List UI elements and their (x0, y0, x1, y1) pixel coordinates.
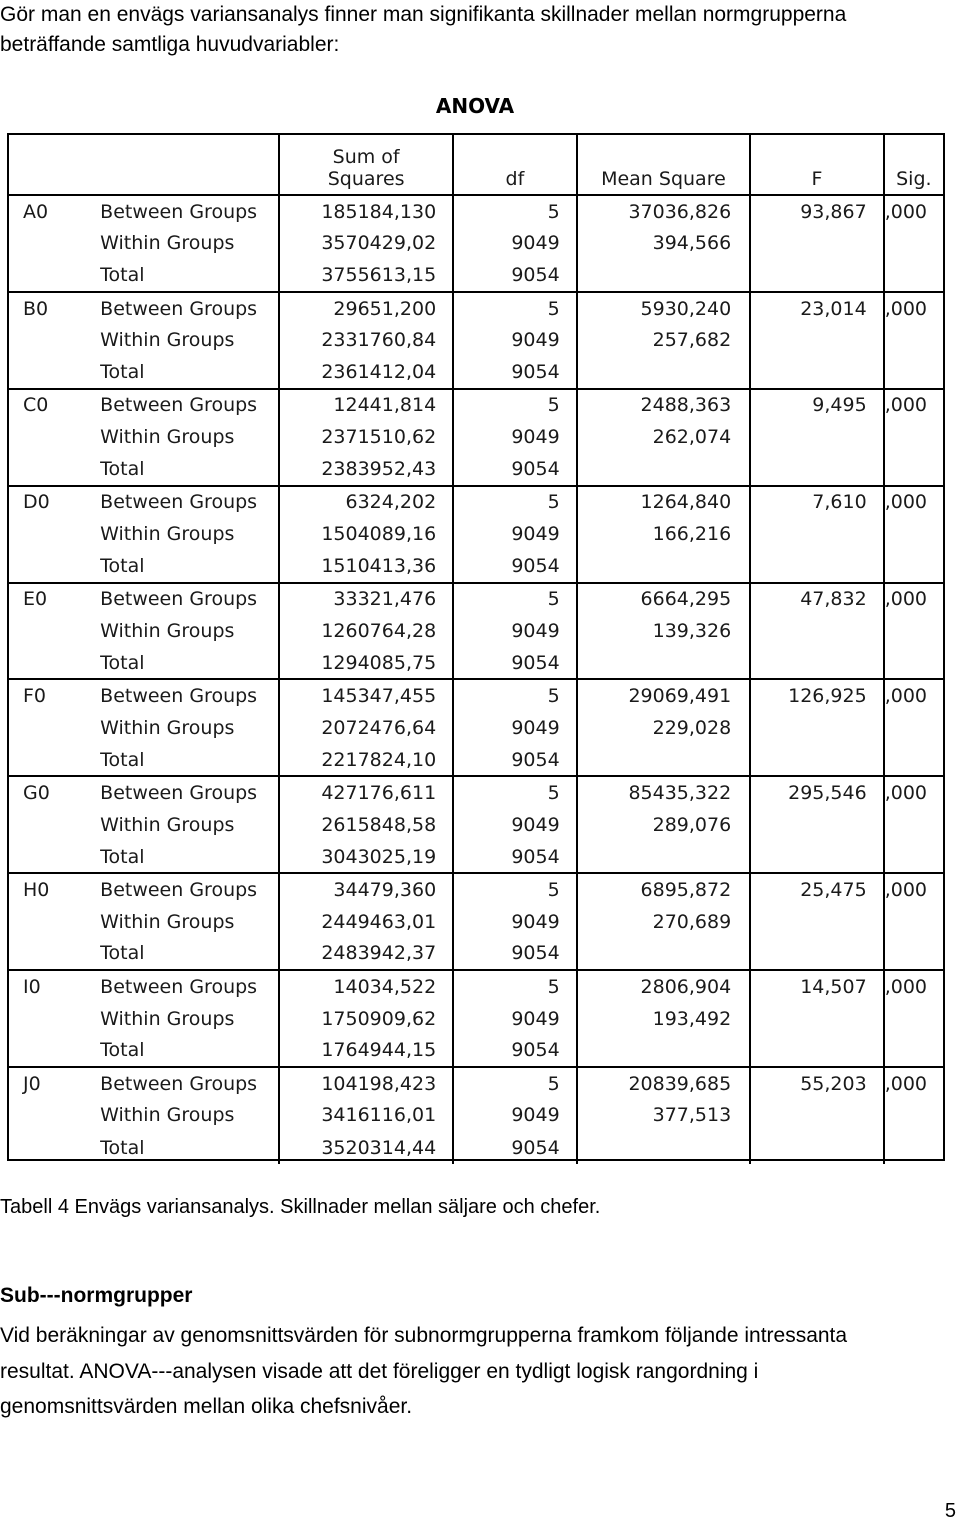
sum-of-squares-cell: 12441,814 (279, 389, 453, 421)
sig-cell (884, 356, 943, 388)
table-row (9, 324, 943, 356)
source-cell: Total (100, 651, 145, 674)
source-cell: Within Groups (100, 426, 235, 449)
variable-cell (9, 227, 100, 259)
table-row (9, 518, 943, 550)
table-row (9, 906, 943, 938)
mean-square-cell: 2806,904 (577, 970, 751, 1002)
f-cell (750, 841, 884, 873)
table-row (9, 1002, 943, 1034)
table-row (9, 227, 943, 259)
sum-of-squares-cell: 2371510,62 (279, 421, 453, 453)
variable-cell: D0 (9, 486, 100, 518)
header-source (100, 135, 279, 195)
sum-of-squares-cell: 14034,522 (279, 970, 453, 1002)
sig-cell: ,000 (884, 679, 943, 711)
mean-square-cell: 5930,240 (577, 292, 751, 324)
mean-square-cell (577, 841, 751, 873)
mean-square-cell (577, 938, 751, 970)
df-cell: 9054 (453, 356, 577, 388)
source-cell: Between Groups (100, 583, 279, 615)
table-row (9, 356, 943, 388)
mean-square-cell: 289,076 (577, 809, 751, 841)
sig-cell (884, 647, 943, 679)
df-cell: 5 (453, 583, 577, 615)
table-row (9, 615, 943, 647)
sum-of-squares-cell: 145347,455 (279, 679, 453, 711)
variable-cell: C0 (9, 389, 100, 421)
variable-cell (9, 260, 100, 292)
df-cell: 9054 (453, 938, 577, 970)
mean-square-cell: 166,216 (577, 518, 751, 550)
source-cell: Total (100, 845, 145, 868)
header-f: F (750, 135, 884, 195)
table-row (9, 195, 943, 227)
header-sum-line-1: Sum of (332, 146, 400, 168)
df-cell: 9049 (453, 615, 577, 647)
df-cell: 5 (453, 389, 577, 421)
f-cell (750, 356, 884, 388)
variable-cell (9, 809, 100, 841)
table-row (9, 1099, 943, 1131)
sig-cell (884, 809, 943, 841)
source-cell: Within Groups (100, 910, 235, 933)
source-cell: Within Groups (100, 1104, 235, 1127)
mean-square-cell (577, 260, 751, 292)
source-cell: Between Groups (100, 970, 279, 1002)
sum-of-squares-cell: 185184,130 (279, 195, 453, 227)
table-row (9, 550, 943, 582)
df-cell: 5 (453, 873, 577, 905)
f-cell (750, 550, 884, 582)
variable-cell: I0 (9, 970, 100, 1002)
header-mean-square: Mean Square (577, 135, 751, 195)
f-cell: 47,832 (750, 583, 884, 615)
df-cell: 9049 (453, 1099, 577, 1131)
f-cell (750, 421, 884, 453)
sum-of-squares-cell: 3520314,44 (279, 1132, 453, 1164)
f-cell (750, 744, 884, 776)
table-header-row (9, 135, 943, 195)
mean-square-cell (577, 1132, 751, 1164)
f-cell (750, 227, 884, 259)
df-cell: 9049 (453, 809, 577, 841)
table-row (9, 453, 943, 485)
sig-cell (884, 906, 943, 938)
df-cell: 9054 (453, 260, 577, 292)
variable-cell (9, 647, 100, 679)
source-cell: Within Groups (100, 1007, 235, 1030)
sum-of-squares-cell: 29651,200 (279, 292, 453, 324)
variable-cell (9, 518, 100, 550)
df-cell: 5 (453, 195, 577, 227)
mean-square-cell: 139,326 (577, 615, 751, 647)
mean-square-cell: 193,492 (577, 1002, 751, 1034)
variable-cell: B0 (9, 292, 100, 324)
sig-cell (884, 1035, 943, 1067)
anova-table-frame (7, 133, 945, 1161)
f-cell (750, 615, 884, 647)
source-cell: Total (100, 554, 145, 577)
variable-cell: H0 (9, 873, 100, 905)
df-cell: 9054 (453, 550, 577, 582)
df-cell: 5 (453, 486, 577, 518)
mean-square-cell: 2488,363 (577, 389, 751, 421)
f-cell (750, 1002, 884, 1034)
variable-cell (9, 324, 100, 356)
sig-cell: ,000 (884, 583, 943, 615)
sum-of-squares-cell: 1260764,28 (279, 615, 453, 647)
df-cell: 5 (453, 679, 577, 711)
variable-cell (9, 938, 100, 970)
table-row (9, 583, 943, 615)
mean-square-cell (577, 744, 751, 776)
sig-cell (884, 421, 943, 453)
sum-of-squares-cell: 104198,423 (279, 1067, 453, 1099)
sum-of-squares-cell: 2615848,58 (279, 809, 453, 841)
f-cell: 25,475 (750, 873, 884, 905)
sig-cell (884, 227, 943, 259)
intro-paragraph (0, 0, 950, 60)
sum-of-squares-cell: 3416116,01 (279, 1099, 453, 1131)
source-cell: Total (100, 458, 145, 481)
section-line-1: Vid beräkningar av genomsnittsvärden för subnormgrupperna framkom följande intressanta (0, 1324, 848, 1347)
source-cell: Between Groups (100, 389, 279, 421)
variable-cell: F0 (9, 679, 100, 711)
f-cell: 126,925 (750, 679, 884, 711)
variable-cell (9, 550, 100, 582)
table-row (9, 679, 943, 711)
mean-square-cell: 37036,826 (577, 195, 751, 227)
mean-square-cell: 394,566 (577, 227, 751, 259)
sig-cell (884, 1099, 943, 1131)
header-sum-line-2: Squares (327, 168, 405, 190)
intro-line-1: Gör man en envägs variansanalys finner man signifikanta skillnader mellan normgrupperna (0, 3, 847, 26)
f-cell (750, 712, 884, 744)
sig-cell (884, 615, 943, 647)
f-cell: 93,867 (750, 195, 884, 227)
df-cell: 9049 (453, 518, 577, 550)
sum-of-squares-cell: 427176,611 (279, 776, 453, 808)
df-cell: 9049 (453, 1002, 577, 1034)
variable-cell: J0 (9, 1067, 100, 1099)
page-number: 5 (944, 1500, 956, 1522)
source-cell: Within Groups (100, 523, 235, 546)
variable-cell (9, 1002, 100, 1034)
sig-cell (884, 550, 943, 582)
df-cell: 5 (453, 1067, 577, 1099)
sum-of-squares-cell: 3755613,15 (279, 260, 453, 292)
f-cell (750, 938, 884, 970)
f-cell: 9,495 (750, 389, 884, 421)
df-cell: 9054 (453, 647, 577, 679)
intro-line-2: beträffande samtliga huvudvariabler: (0, 33, 340, 56)
f-cell (750, 1035, 884, 1067)
mean-square-cell: 29069,491 (577, 679, 751, 711)
sig-cell: ,000 (884, 1067, 943, 1099)
sum-of-squares-cell: 2072476,64 (279, 712, 453, 744)
f-cell: 14,507 (750, 970, 884, 1002)
sig-cell: ,000 (884, 486, 943, 518)
sig-cell: ,000 (884, 292, 943, 324)
sig-cell (884, 518, 943, 550)
mean-square-cell: 6664,295 (577, 583, 751, 615)
sig-cell: ,000 (884, 873, 943, 905)
mean-square-cell: 377,513 (577, 1099, 751, 1131)
df-cell: 9049 (453, 906, 577, 938)
sig-cell (884, 744, 943, 776)
mean-square-cell: 270,689 (577, 906, 751, 938)
table-row (9, 938, 943, 970)
sig-cell: ,000 (884, 776, 943, 808)
f-cell (750, 260, 884, 292)
df-cell: 9049 (453, 712, 577, 744)
source-cell: Within Groups (100, 329, 235, 352)
sig-cell (884, 453, 943, 485)
df-cell: 9054 (453, 1132, 577, 1164)
section-line-3: genomsnittsvärden mellan olika chefsnivåer. (0, 1395, 413, 1418)
variable-cell (9, 841, 100, 873)
df-cell: 9054 (453, 841, 577, 873)
f-cell (750, 324, 884, 356)
sum-of-squares-cell: 1294085,75 (279, 647, 453, 679)
table-row (9, 1035, 943, 1067)
table-caption: Tabell 4 Envägs variansanalys. Skillnader mellan säljare och chefer. (0, 1196, 601, 1218)
mean-square-cell: 20839,685 (577, 1067, 751, 1099)
variable-cell: G0 (9, 776, 100, 808)
mean-square-cell (577, 453, 751, 485)
source-cell: Between Groups (100, 1067, 279, 1099)
sig-cell: ,000 (884, 970, 943, 1002)
mean-square-cell: 6895,872 (577, 873, 751, 905)
f-cell (750, 453, 884, 485)
anova-table (9, 135, 943, 1164)
source-cell: Within Groups (100, 716, 235, 739)
table-row (9, 841, 943, 873)
source-cell: Total (100, 942, 145, 965)
variable-cell (9, 906, 100, 938)
df-cell: 9049 (453, 324, 577, 356)
variable-cell (9, 712, 100, 744)
source-cell: Total (100, 1039, 145, 1062)
table-row (9, 421, 943, 453)
table-row (9, 486, 943, 518)
df-cell: 9054 (453, 744, 577, 776)
f-cell (750, 809, 884, 841)
sum-of-squares-cell: 1504089,16 (279, 518, 453, 550)
source-cell: Total (100, 264, 145, 287)
df-cell: 9049 (453, 227, 577, 259)
source-cell: Between Groups (100, 292, 279, 324)
table-row (9, 1132, 943, 1164)
mean-square-cell (577, 550, 751, 582)
f-cell: 55,203 (750, 1067, 884, 1099)
variable-cell (9, 1099, 100, 1131)
table-row (9, 873, 943, 905)
table-row (9, 744, 943, 776)
sig-cell: ,000 (884, 195, 943, 227)
table-row (9, 776, 943, 808)
table-row (9, 1067, 943, 1099)
anova-title: ANOVA (435, 94, 515, 118)
sum-of-squares-cell: 2383952,43 (279, 453, 453, 485)
mean-square-cell (577, 1035, 751, 1067)
mean-square-cell (577, 356, 751, 388)
table-row (9, 260, 943, 292)
f-cell: 295,546 (750, 776, 884, 808)
df-cell: 9054 (453, 453, 577, 485)
table-row (9, 970, 943, 1002)
f-cell (750, 1132, 884, 1164)
sig-cell (884, 938, 943, 970)
variable-cell: A0 (23, 200, 49, 223)
df-cell: 5 (453, 970, 577, 1002)
sig-cell (884, 841, 943, 873)
df-cell: 9049 (453, 421, 577, 453)
source-cell: Within Groups (100, 620, 235, 642)
variable-cell (9, 453, 100, 485)
source-cell: Between Groups (100, 486, 279, 518)
table-row (9, 712, 943, 744)
variable-cell (9, 421, 100, 453)
source-cell: Between Groups (100, 776, 279, 808)
header-variable (9, 135, 100, 195)
sum-of-squares-cell: 2361412,04 (279, 356, 453, 388)
anova-table-body (9, 195, 943, 1164)
mean-square-cell (577, 647, 751, 679)
f-cell: 7,610 (750, 486, 884, 518)
sum-of-squares-cell: 2331760,84 (279, 324, 453, 356)
sum-of-squares-cell: 2217824,10 (279, 744, 453, 776)
source-cell: Total (100, 1136, 145, 1159)
sig-cell (884, 324, 943, 356)
sum-of-squares-cell: 6324,202 (279, 486, 453, 518)
source-cell: Within Groups (100, 813, 235, 836)
section-heading: Sub---normgrupper (0, 1284, 193, 1307)
sum-of-squares-cell: 3043025,19 (279, 841, 453, 873)
mean-square-cell: 1264,840 (577, 486, 751, 518)
sum-of-squares-cell: 34479,360 (279, 873, 453, 905)
section-line-2: resultat. ANOVA---analysen visade att det föreligger en tydligt logisk rangordning i (0, 1359, 759, 1383)
sum-of-squares-cell: 2449463,01 (279, 906, 453, 938)
sig-cell: ,000 (884, 389, 943, 421)
f-cell (750, 647, 884, 679)
mean-square-cell: 229,028 (577, 712, 751, 744)
table-row (9, 389, 943, 421)
variable-cell (9, 615, 100, 647)
sig-cell (884, 1002, 943, 1034)
sum-of-squares-cell: 33321,476 (279, 583, 453, 615)
variable-cell (9, 1132, 100, 1164)
table-row (9, 292, 943, 324)
source-cell: Between Groups (100, 679, 279, 711)
table-row (9, 647, 943, 679)
source-cell: Total (100, 361, 145, 384)
variable-cell (9, 1035, 100, 1067)
sum-of-squares-cell: 1764944,15 (279, 1035, 453, 1067)
variable-cell (9, 356, 100, 388)
df-cell: 9054 (453, 1035, 577, 1067)
table-row (9, 809, 943, 841)
sig-cell (884, 1132, 943, 1164)
mean-square-cell: 257,682 (577, 324, 751, 356)
df-cell: 5 (453, 292, 577, 324)
sig-cell (884, 712, 943, 744)
source-cell: Between Groups (100, 873, 279, 905)
sum-of-squares-cell: 1510413,36 (279, 550, 453, 582)
sum-of-squares-cell: 2483942,37 (279, 938, 453, 970)
variable-cell: E0 (9, 583, 100, 615)
header-sig: Sig. (884, 135, 943, 195)
section-body (0, 1318, 955, 1425)
mean-square-cell: 85435,322 (577, 776, 751, 808)
sig-cell (884, 260, 943, 292)
sum-of-squares-cell: 1750909,62 (279, 1002, 453, 1034)
f-cell (750, 518, 884, 550)
sum-of-squares-cell: 3570429,02 (279, 227, 453, 259)
source-cell: Total (100, 748, 145, 771)
f-cell (750, 1099, 884, 1131)
header-sum-of-squares (279, 135, 453, 195)
df-cell: 5 (453, 776, 577, 808)
header-df: df (453, 135, 577, 195)
variable-cell (9, 744, 100, 776)
source-cell: Between Groups (100, 200, 258, 223)
mean-square-cell: 262,074 (577, 421, 751, 453)
f-cell (750, 906, 884, 938)
f-cell: 23,014 (750, 292, 884, 324)
source-cell: Within Groups (100, 232, 235, 255)
